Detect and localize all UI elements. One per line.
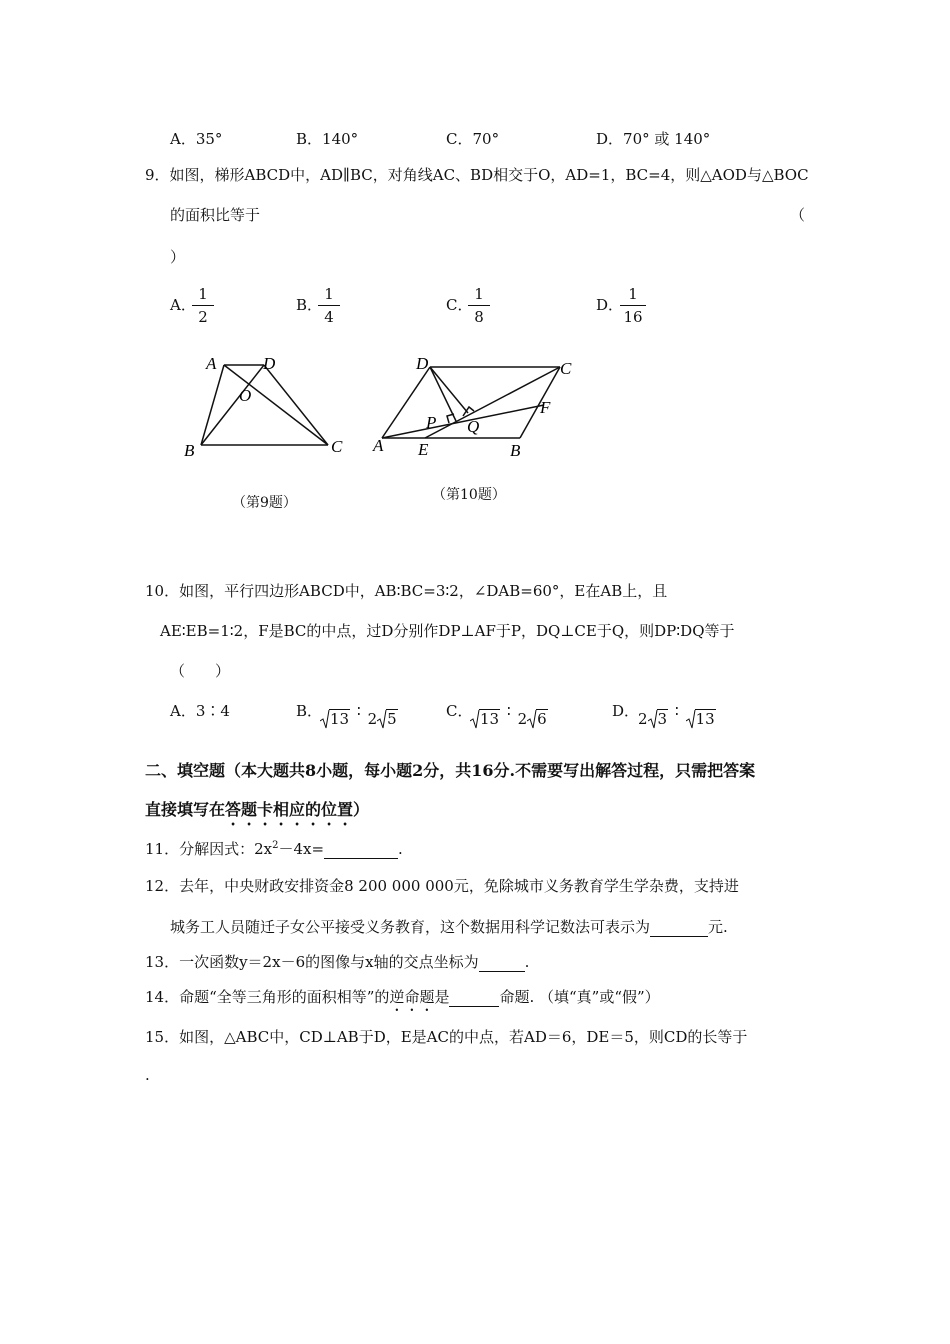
q10-option-c-rad2: 6: [537, 710, 547, 728]
q10-option-c-coef2: 2: [517, 710, 528, 728]
q8-option-a: A．35°: [170, 130, 223, 148]
q10-option-c-rad1: 13: [480, 710, 500, 728]
q10-option-d-term2: [686, 710, 716, 728]
q10-stem-line2: AE∶EB=1∶2，F是BC的中点，过D分别作DP⊥AF于P，DQ⊥CE于Q，则DP∶DQ等于: [160, 622, 735, 640]
q10-option-b-letter: B．: [296, 702, 323, 720]
section2-line2-plain: 直接填写在: [145, 800, 226, 819]
q10-stem-line3: （ ）: [170, 662, 231, 680]
q11: [145, 838, 403, 859]
q14-mid: 是: [434, 988, 450, 1006]
q10-option-d-rad1: 3: [657, 710, 668, 728]
fig9-label-d: D: [263, 354, 276, 373]
q9-stem-line1: 9．如图，梯形ABCD中，AD∥BC，对角线AC、BD相交于O，AD=1，BC=4，则△AOD与△BOC: [145, 166, 809, 184]
section2-heading-line2: [145, 797, 369, 829]
q10-option-b-term1: [320, 710, 350, 728]
q11-answer-blank[interactable]: [324, 840, 398, 859]
q10-option-d-sqrt2: [686, 710, 716, 728]
q15-line1: 15．如图，△ABC中，CD⊥AB于D，E是AC的中点，若AD＝6，DE＝5，则CD的长等于: [145, 1028, 748, 1046]
q10-option-d-sqrt1: [648, 710, 669, 728]
q10-option-b-sqrt1: [320, 710, 350, 728]
q12-line2-text: 城务工人员随迁子女公平接受义务教育，这个数据用科学记数法可表示为: [170, 918, 651, 936]
fig10-label-a: A: [373, 436, 384, 455]
fig9-label-o: O: [239, 386, 252, 405]
q9-option-a-num: 1: [198, 285, 208, 303]
q9-option-c-fraction: [468, 285, 490, 326]
q10-option-a: A．3∶4: [170, 702, 230, 720]
section2-line2-dotted: 答题卡相应的位置: [225, 800, 354, 819]
q10-stem-line1: 10．如图，平行四边形ABCD中，AB∶BC=3∶2，∠DAB=60°，E在AB上，且: [145, 582, 668, 600]
q10-option-d-rad2: 13: [695, 710, 715, 728]
fig10-label-p: P: [426, 413, 437, 432]
q10-option-d: [612, 700, 639, 721]
q8-option-b: B．140°: [296, 130, 359, 148]
figure-9-trapezoid: [170, 345, 360, 470]
q10-option-d-letter: D．: [612, 702, 640, 720]
q11-mid: －4x=: [278, 840, 325, 858]
q11-end: .: [398, 840, 403, 858]
q12-line1: 12．去年，中央财政安排资金8 200 000 000元，免除城市义务教育学生学杂费，支持进: [145, 877, 739, 895]
q10-option-c-sqrt1: [470, 710, 500, 728]
q10-option-b: [296, 700, 322, 721]
q11-sup: 2: [272, 840, 279, 851]
q15-line2: .: [145, 1066, 150, 1084]
q10-option-d-coef1: 2: [638, 710, 648, 728]
fig9-label-a: A: [206, 354, 217, 373]
q14-pre: 14．命题“全等三角形的面积相等”的: [145, 988, 390, 1006]
q9-option-d-letter: D．: [596, 296, 624, 314]
q13-end: .: [524, 953, 530, 971]
q9-option-c-num: 1: [474, 285, 484, 303]
q9-stem-line2: 的面积比等于: [170, 206, 261, 224]
fig10-label-e: E: [418, 440, 429, 459]
q10-option-b-sqrt2: [377, 710, 398, 728]
q10-option-c-term1: [470, 710, 500, 728]
fig10-label-b: B: [510, 441, 521, 460]
q11-prefix: 11．分解因式：2x: [145, 840, 273, 858]
q9-option-d-den: 16: [623, 308, 643, 326]
q10-option-d-sep: ∶: [674, 702, 679, 720]
q10-option-b-rad1: 13: [330, 710, 350, 728]
q9-option-b-den: 4: [324, 308, 334, 326]
figure-10-caption: （第10题）: [432, 487, 506, 503]
fig10-label-d: D: [416, 354, 429, 373]
q9-option-d-num: 1: [628, 285, 638, 303]
q10-option-c-sep: ∶: [506, 702, 511, 720]
q13-text: 13．一次函数y＝2x－6的图像与x轴的交点坐标为: [145, 953, 479, 971]
q9-option-b-fraction: [318, 285, 340, 326]
q9-option-c-den: 8: [474, 308, 484, 326]
q9-option-b-letter: B．: [296, 296, 323, 314]
q9-option-d-fraction: [620, 285, 646, 326]
q10-option-d-ratio: [638, 702, 716, 728]
q13-answer-blank[interactable]: [479, 953, 525, 972]
q10-option-c-term2: [518, 710, 548, 728]
fig10-label-c: C: [560, 359, 572, 378]
fig10-label-q: Q: [467, 417, 480, 436]
q10-option-c-ratio: [470, 702, 548, 728]
q14-end: 命题. （填“真”或“假”）: [499, 988, 660, 1006]
q10-option-b-rad2: 5: [387, 710, 397, 728]
q9-option-a-fraction: [192, 285, 214, 326]
section2-line2-end: ）: [353, 800, 370, 819]
q13: [145, 951, 529, 972]
q14: [145, 986, 660, 1015]
fig9-label-b: B: [184, 441, 195, 460]
q12-answer-blank[interactable]: [650, 918, 708, 937]
q10-option-b-ratio: [320, 702, 398, 728]
q9-option-a-letter: A．: [170, 296, 196, 314]
q8-option-d: D．70° 或 140°: [596, 130, 711, 148]
q10-option-b-coef2: 2: [367, 710, 378, 728]
figure-9-caption: （第9题）: [232, 495, 297, 511]
q10-option-c-letter: C．: [446, 702, 473, 720]
q9-option-a-den: 2: [198, 308, 208, 326]
q9-paren-open: （: [790, 206, 806, 224]
q10-option-d-term1: [638, 710, 668, 728]
figure-10-parallelogram: [370, 345, 585, 470]
q12-line2: [170, 916, 728, 937]
q14-answer-blank[interactable]: [449, 988, 499, 1007]
q10-option-b-sep: ∶: [356, 702, 361, 720]
q9-option-c-letter: C．: [446, 296, 473, 314]
q9-paren-close: ）: [170, 248, 186, 266]
q10-option-b-term2: [368, 710, 398, 728]
fig9-label-c: C: [331, 437, 343, 456]
q9-option-b-num: 1: [324, 285, 334, 303]
q8-option-c: C．70°: [446, 130, 500, 148]
fig10-label-f: F: [540, 398, 551, 417]
q12-line2-end: 元.: [708, 918, 728, 936]
q14-dotted: 逆命题: [389, 988, 435, 1006]
section2-heading-line1: 二、填空题（本大题共8小题，每小题2分，共16分.不需要写出解答过程，只需把答案: [145, 761, 756, 780]
q10-option-c: [446, 700, 472, 721]
q10-option-c-sqrt2: [527, 710, 548, 728]
